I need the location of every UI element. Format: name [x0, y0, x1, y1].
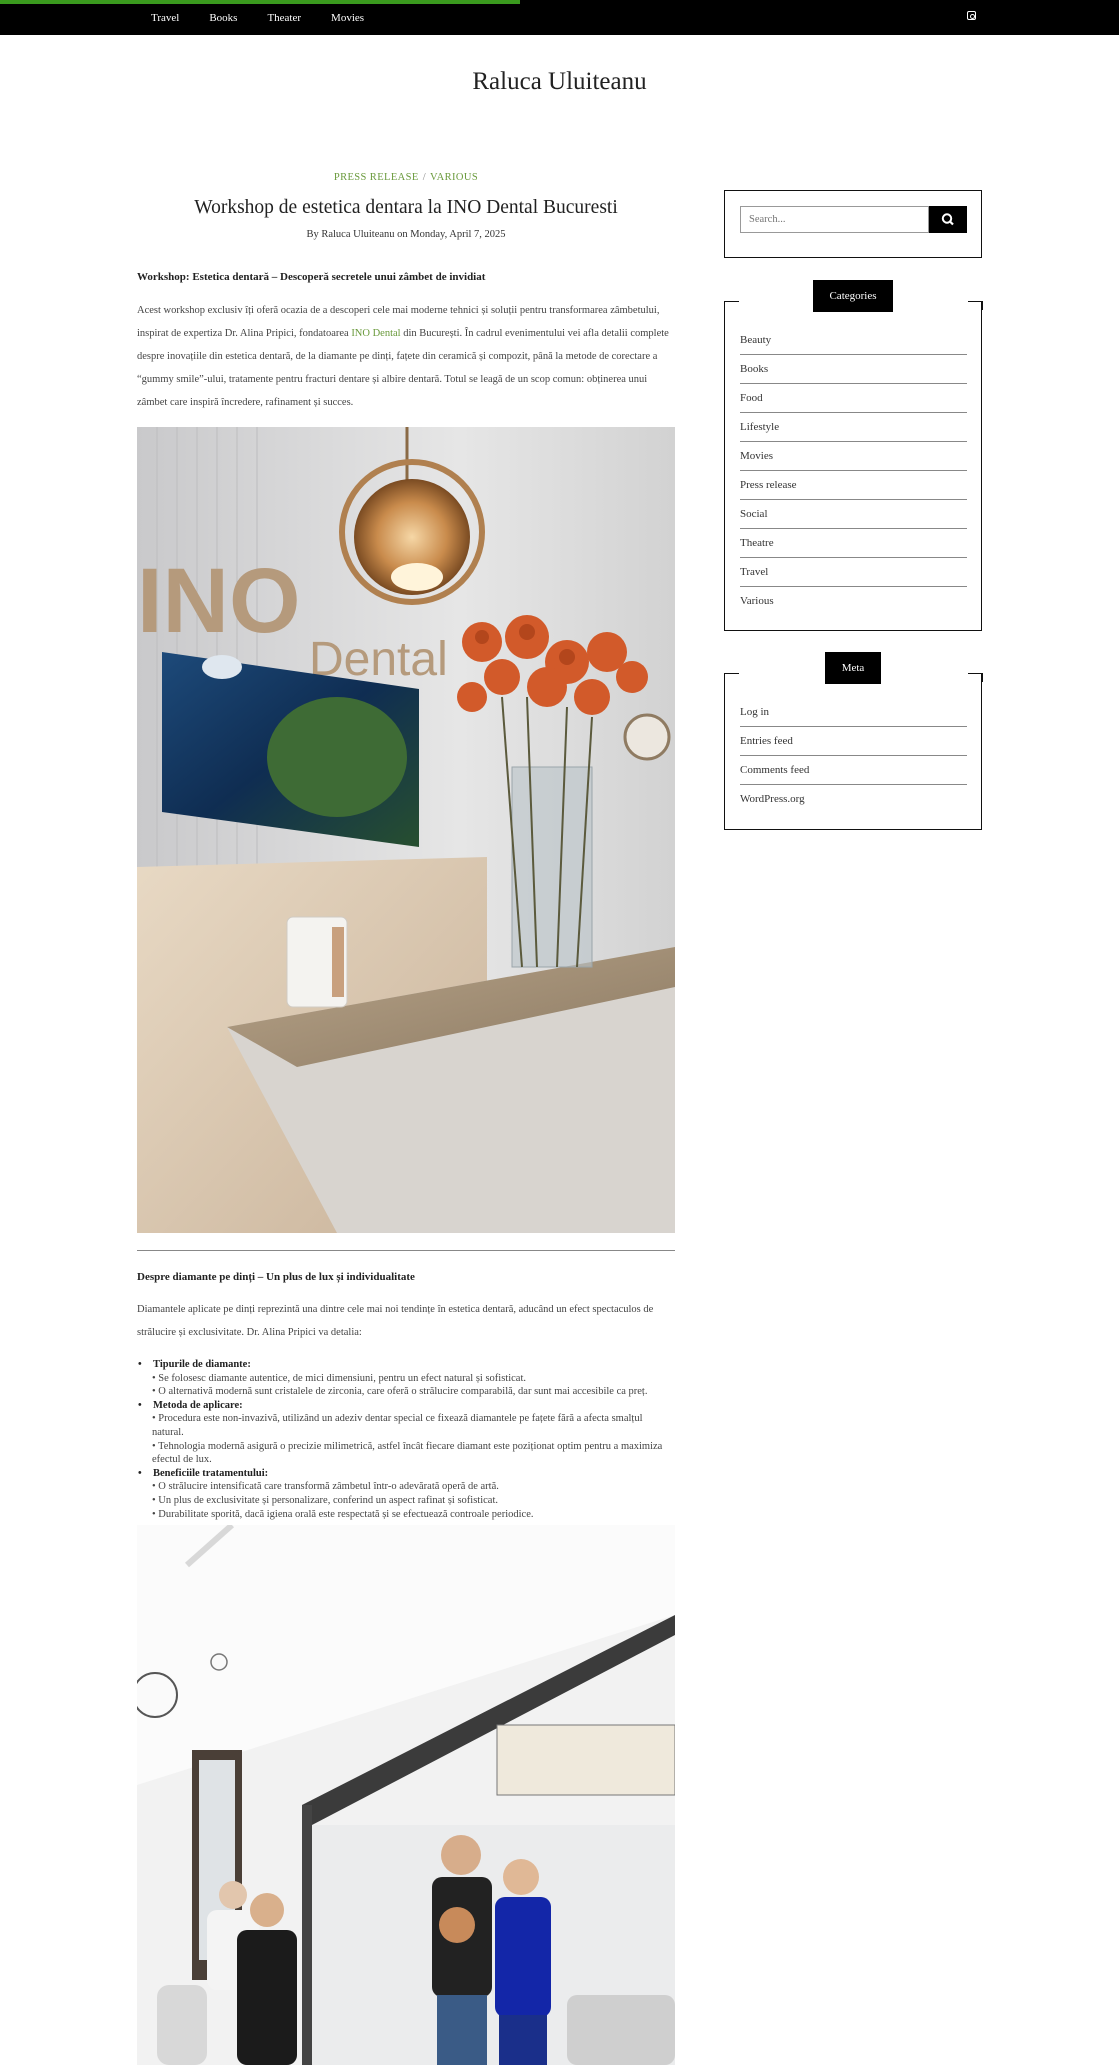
categories-list: [740, 326, 967, 615]
category-link-various[interactable]: VARIOUS: [430, 172, 479, 183]
category-item-theatre[interactable]: Theatre: [740, 529, 967, 558]
search-button[interactable]: [929, 206, 967, 233]
list-item: • Durabilitate sporită, dacă igiena orală este respectată și se efectuează controale periodice.: [152, 1508, 534, 1520]
clinic-reception-image: [137, 427, 675, 1233]
list-heading-types: • Tipurile de diamante:: [137, 1358, 675, 1372]
post-article: [137, 172, 675, 2065]
list-item: • Procedura este non-invazivă, utilizând un adeziv dentar special ce fixează diamantele pe fațete fără a afecta smalțul natural.: [152, 1413, 643, 1438]
meta-item-wordpress[interactable]: WordPress.org: [740, 793, 805, 805]
list-heading-benefits: • Beneficiile tratamentului:: [137, 1467, 675, 1481]
categories-widget: [724, 290, 982, 631]
site-title[interactable]: Raluca Uluiteanu: [472, 68, 647, 95]
list-item: • Se folosesc diamante autentice, de mici dimensiuni, pentru un efect natural și sofisticat.: [152, 1372, 526, 1384]
intro-paragraph: [137, 299, 675, 414]
clinic-team-image: [137, 1525, 675, 2065]
meta-list: [740, 698, 967, 813]
nav-item-books[interactable]: Books: [209, 11, 238, 24]
category-link-press-release[interactable]: PRESS RELEASE: [333, 172, 419, 183]
dental-logo-text: Dental: [309, 633, 448, 686]
list-item: • O strălucire intensificată care transformă zâmbetul într-o adevărată operă de artă.: [152, 1481, 499, 1493]
meta-title: Meta: [825, 652, 881, 684]
category-item-social[interactable]: Social: [740, 500, 967, 529]
widget-corner: [724, 301, 739, 310]
list-heading-method: • Metoda de aplicare:: [137, 1399, 675, 1413]
widget-corner: [968, 301, 983, 310]
intro-text-2: din București. În cadrul evenimentului vei afla detalii complete despre inovațiile din estetica dentară, de la diamante pe dinți, fațete din ceramică și compozit, până la metode de corectare a “gummy smile”-ului, tratamente pentru fracturi dentare și albire dentară. Totul se leagă de un scop comun: obținerea unui zâmbet care inspiră încredere, rafinament și succes.: [137, 328, 669, 408]
diamonds-paragraph: Diamantele aplicate pe dinți reprezintă una dintre cele mai noi tendințe în estetica dentară, aducând un efect spectaculos de strălucire și exclusivitate. Dr. Alina Pripici va detalia:: [137, 1304, 654, 1338]
category-item-lifestyle[interactable]: Lifestyle: [740, 413, 967, 442]
nav-item-travel[interactable]: Travel: [151, 11, 180, 24]
section-heading-diamonds: Despre diamante pe dinți – Un plus de lux și individualitate: [137, 1271, 415, 1283]
top-navbar: [0, 0, 1119, 35]
meta-widget: [724, 662, 982, 830]
category-item-beauty[interactable]: Beauty: [740, 326, 967, 355]
instagram-icon[interactable]: [967, 11, 976, 20]
nav-item-theater[interactable]: Theater: [267, 11, 302, 24]
meta-item-entries-feed[interactable]: Entries feed: [740, 727, 967, 756]
search-widget: [724, 190, 982, 258]
nav-item-movies[interactable]: Movies: [331, 11, 365, 24]
meta-item-login[interactable]: Log in: [740, 698, 967, 727]
section-heading-workshop: Workshop: Estetica dentară – Descoperă secretele unui zâmbet de invidiat: [137, 271, 486, 283]
ino-logo-text: INO: [137, 550, 301, 652]
list-item: • Un plus de exclusivitate și personalizare, conferind un aspect rafinat și sofisticat.: [152, 1494, 498, 1506]
meta-item-comments-feed[interactable]: Comments feed: [740, 756, 967, 785]
search-input[interactable]: [740, 206, 929, 233]
section-divider: [137, 1250, 675, 1251]
category-item-food[interactable]: Food: [740, 384, 967, 413]
post-categories: [137, 172, 675, 183]
category-item-various[interactable]: Various: [740, 595, 774, 607]
category-separator: /: [422, 172, 427, 183]
category-item-travel[interactable]: Travel: [740, 558, 967, 587]
list-item: • O alternativă modernă sunt cristalele de zirconia, care oferă o strălucire comparabilă, dar sunt mai accesibile ca preț.: [152, 1386, 648, 1398]
clinic-reception-photo: [137, 427, 675, 1233]
widget-corner: [968, 673, 983, 682]
diamonds-list: [137, 1358, 675, 1521]
categories-title: Categories: [813, 280, 893, 312]
list-item: • Tehnologia modernă asigură o precizie milimetrică, astfel încât fiecare diamant este poziționat optim pentru a maximiza efectul de lux.: [152, 1440, 663, 1466]
category-item-press-release[interactable]: Press release: [740, 471, 967, 500]
main-nav: [151, 0, 394, 35]
category-item-movies[interactable]: Movies: [740, 442, 967, 471]
category-item-books[interactable]: Books: [740, 355, 967, 384]
widget-corner: [724, 673, 739, 682]
clinic-team-photo: [137, 1525, 675, 2065]
post-byline: By Raluca Uluiteanu on Monday, April 7, 2025: [306, 229, 506, 240]
search-icon: [929, 206, 967, 233]
post-title: Workshop de estetica dentara la INO Dental Bucuresti: [194, 197, 618, 218]
intro-text-1: Acest workshop exclusiv îți oferă ocazia de a descoperi cele mai moderne tehnici și soluții pentru transformarea zâmbetului, inspirat de expertiza Dr. Alina Pripici, fondatoarea: [137, 305, 660, 339]
ino-dental-link[interactable]: INO Dental: [351, 328, 401, 339]
